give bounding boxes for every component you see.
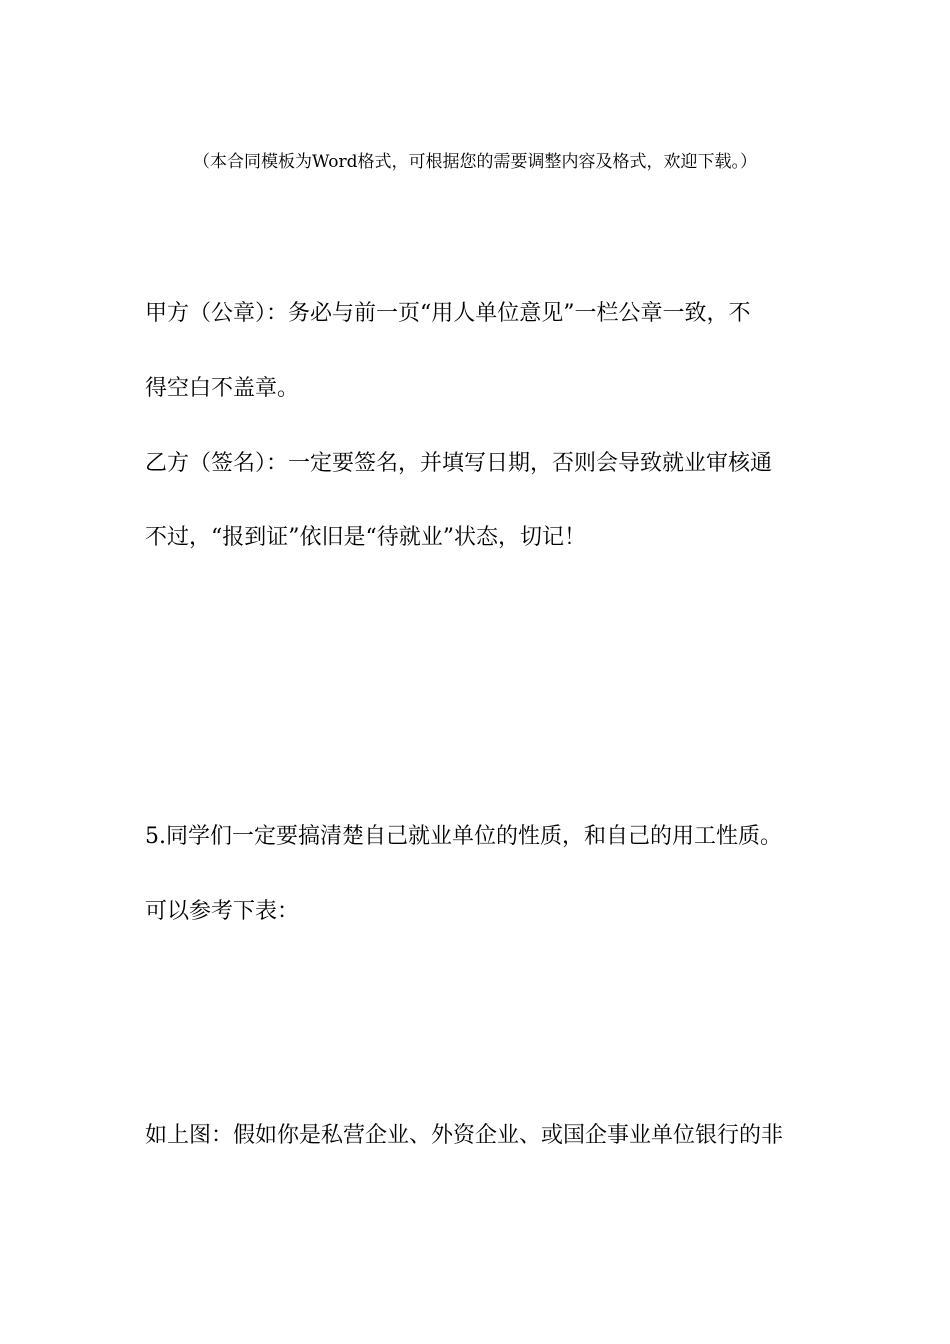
party-b-line-2: 不过，“报到证”依旧是“待就业”状态，切记！ bbox=[145, 525, 586, 550]
item-5-line-2: 可以参考下表： bbox=[145, 899, 300, 924]
item-5-line-1: 5.同学们一定要搞清楚自己就业单位的性质，和自己的用工性质。 bbox=[145, 824, 782, 849]
template-note: （本合同模板为Word格式，可根据您的需要调整内容及格式，欢迎下载。） bbox=[192, 152, 758, 172]
party-a-line-2: 得空白不盖章。 bbox=[145, 376, 300, 401]
above-figure-line: 如上图：假如你是私营企业、外资企业、或国企事业单位银行的非 bbox=[145, 1123, 784, 1148]
party-b-line-1: 乙方（签名）：一定要签名，并填写日期，否则会导致就业审核通 bbox=[145, 451, 773, 476]
party-a-line-1: 甲方（公章）：务必与前一页“用人单位意见”一栏公章一致，不 bbox=[145, 301, 751, 326]
